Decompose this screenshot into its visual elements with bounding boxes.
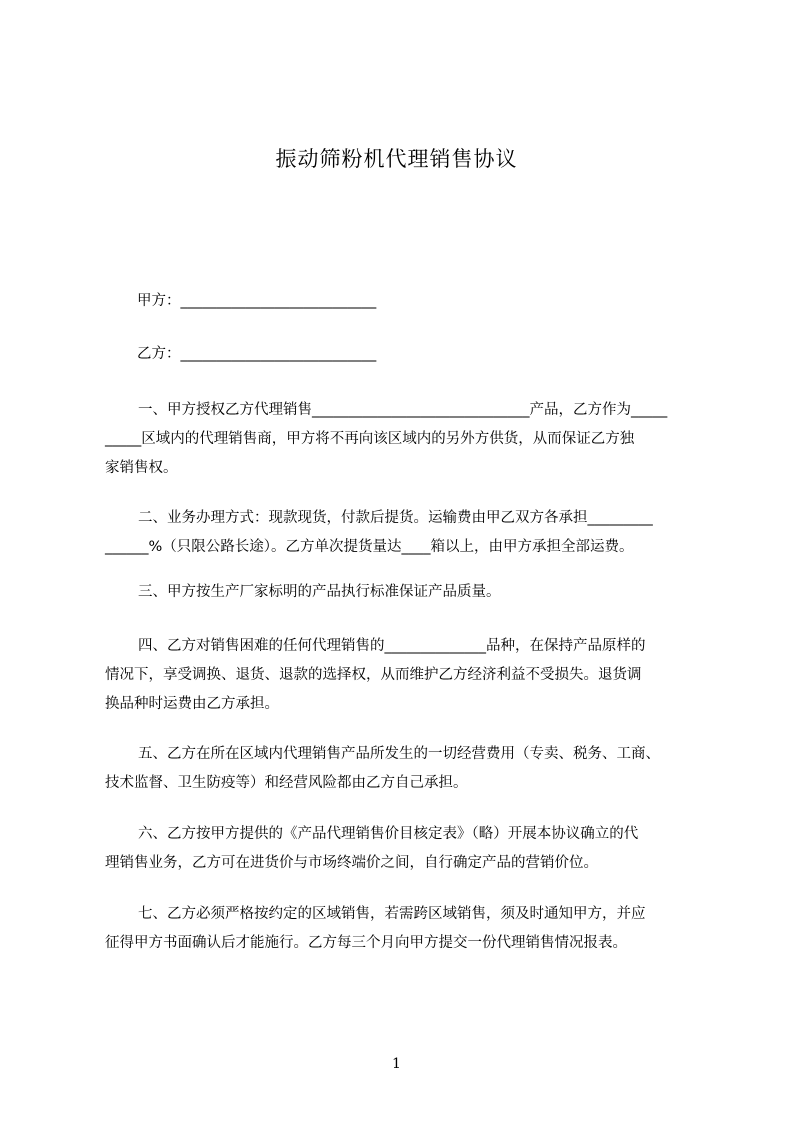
- document-title: 振动筛粉机代理销售协议: [275, 147, 518, 171]
- clause-4-line-2: 情况下，享受调换、退货、退款的选择权，从而维护乙方经济利益不受损失。退货调: [105, 667, 642, 683]
- party-b-line: 乙方：___________________________: [137, 346, 377, 362]
- clause-7: [105, 900, 701, 958]
- clause-7-line-2: 征得甲方书面确认后才能施行。乙方每三个月向甲方提交一份代理销售情况报表。: [105, 935, 627, 951]
- clause-4-line-3: 换品种时运费由乙方承担。: [105, 696, 279, 712]
- clause-3: [105, 578, 701, 607]
- clause-5-line-2: 技术监督、卫生防疫等）和经营风险都由乙方自己承担。: [105, 775, 468, 791]
- clause-2: [105, 504, 701, 562]
- clause-5: [105, 740, 701, 798]
- clause-1-line-3: 家销售权。: [105, 460, 178, 476]
- party-a-line: 甲方：___________________________: [137, 293, 377, 309]
- clause-2-line-2: ______%（只限公路长途）。乙方单次提货量达____箱以上，由甲方承担全部运费。: [105, 539, 634, 555]
- clause-1-line-2: _____区域内的代理销售商，甲方将不再向该区域内的另外方供货，从而保证乙方独: [105, 431, 635, 447]
- clause-5-line-1: 五、乙方在所在区域内代理销售产品所发生的一切经营费用（专卖、税务、工商、: [138, 746, 660, 762]
- clause-6-line-1: 六、乙方按甲方提供的《产品代理销售价目核定表》（略）开展本协议确立的代: [138, 826, 639, 842]
- clause-7-line-1: 七、乙方必须严格按约定的区域销售，若需跨区域销售，须及时通知甲方，并应: [138, 906, 646, 922]
- clause-1: [105, 396, 701, 483]
- clause-4-line-1: 四、乙方对销售困难的任何代理销售的______________品种，在保持产品原样的: [138, 638, 646, 654]
- clause-6-line-2: 理销售业务，乙方可在进货价与市场终端价之间，自行确定产品的营销价位。: [105, 855, 598, 871]
- clause-1-line-1: 一、甲方授权乙方代理销售______________________________产品，乙方作为_____: [138, 402, 668, 418]
- page-number: 1: [392, 1056, 401, 1072]
- clause-2-line-1: 二、业务办理方式：现款现货，付款后提货。运输费由甲乙双方各承担_________: [138, 510, 653, 526]
- clause-6: [105, 820, 701, 878]
- clause-3-line-1: 三、甲方按生产厂家标明的产品执行标准保证产品质量。: [138, 584, 501, 600]
- clause-4: [105, 632, 701, 719]
